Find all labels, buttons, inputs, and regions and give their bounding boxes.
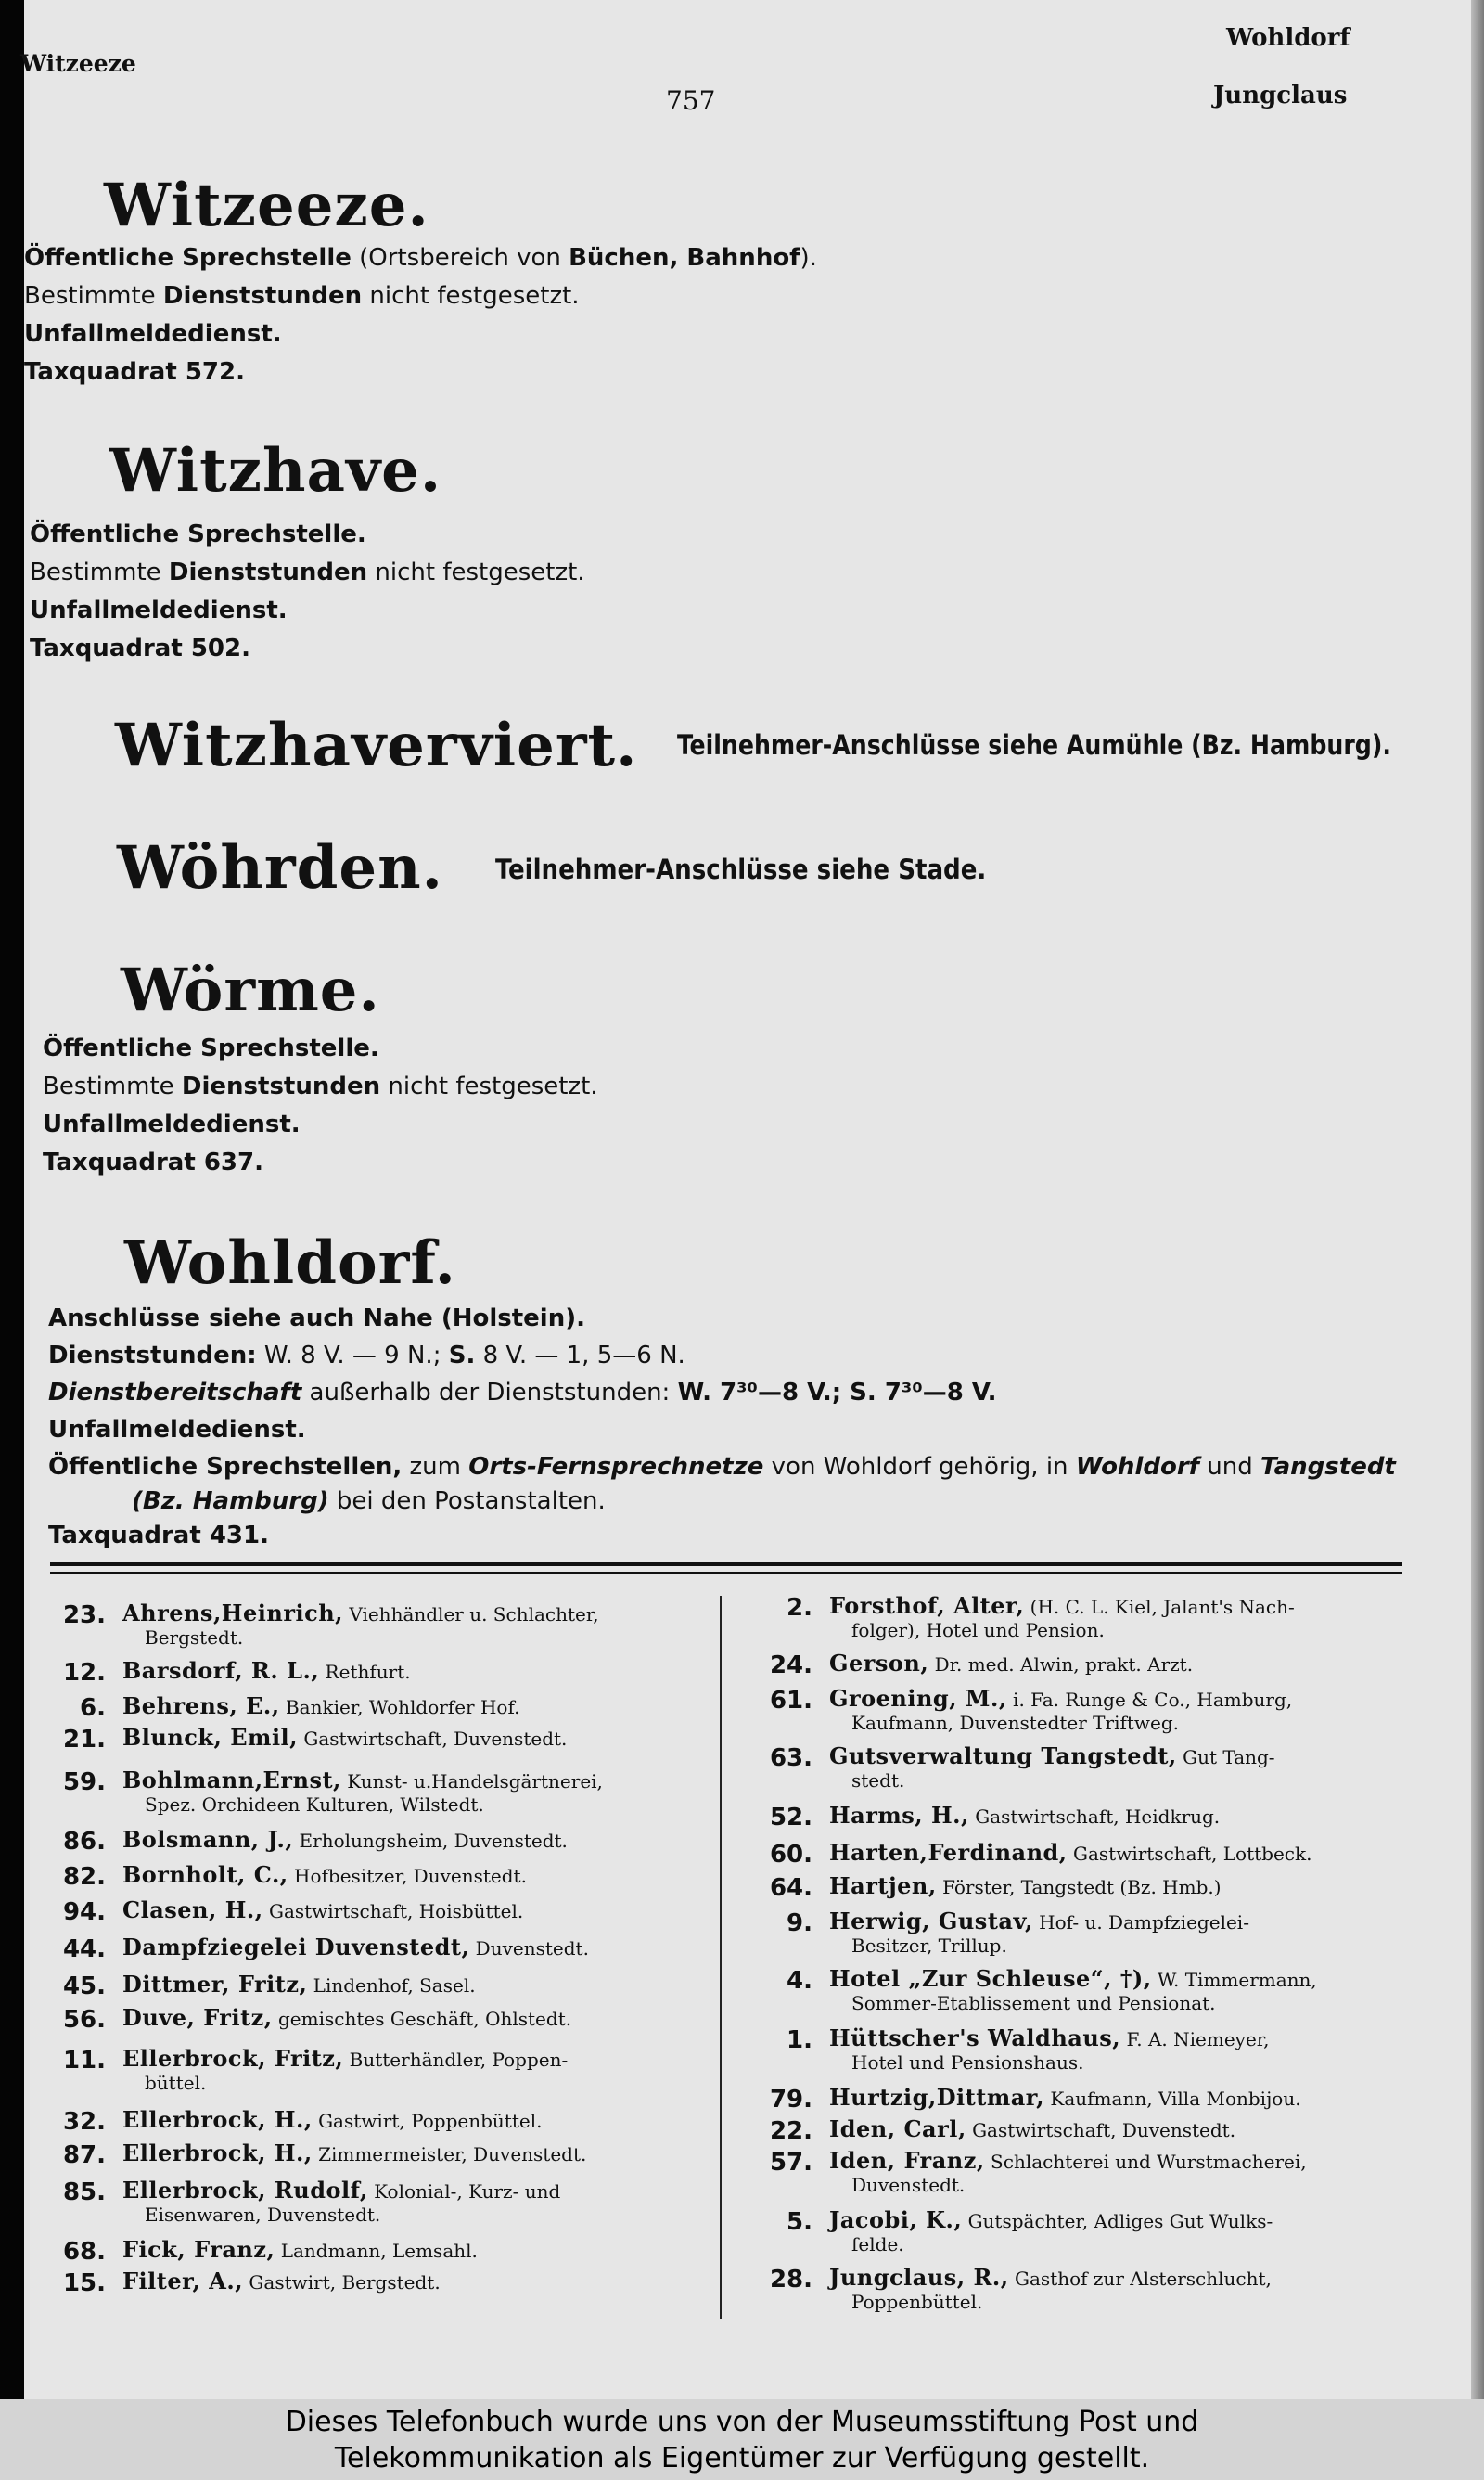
list-item bbox=[757, 1804, 1425, 1829]
entry-name: Jacobi, K., bbox=[829, 2206, 963, 2233]
entry-text bbox=[122, 2006, 699, 2031]
wohldorf-line2-b: W. 8 V. — 9 N.; bbox=[256, 1342, 449, 1369]
entry-text bbox=[122, 1935, 699, 1960]
wohldorf-line6-a: (Bz. Hamburg) bbox=[132, 1487, 329, 1515]
list-item bbox=[757, 2149, 1425, 2197]
entry-detail: Gastwirtschaft, Lottbeck. bbox=[1067, 1843, 1312, 1865]
entry-name: Dampfziegelei Duvenstedt, bbox=[122, 1934, 470, 1960]
list-item bbox=[757, 1839, 1425, 1869]
entry-text bbox=[122, 1768, 699, 1817]
section-body-witzeeze bbox=[24, 239, 817, 392]
entry-detail: Schlachterei und Wurstmacherei, bbox=[984, 2151, 1307, 2173]
entry-number: 86. bbox=[62, 1828, 106, 1856]
entry-name: Gerson, bbox=[829, 1650, 929, 1677]
entry-detail-continued: Duvenstedt. bbox=[851, 2174, 966, 2196]
entry-detail: Kaufmann, Villa Monbijou. bbox=[1044, 2088, 1301, 2110]
entry-number: 45. bbox=[62, 1972, 106, 2000]
entry-detail: Dr. med. Alwin, prakt. Arzt. bbox=[928, 1653, 1194, 1676]
woerme-line2-a: Bestimmte bbox=[43, 1073, 182, 1100]
entry-detail: Viehhändler u. Schlachter, bbox=[343, 1603, 599, 1625]
witzhaverviert-note: Teilnehmer-Anschlüsse siehe Aumühle (Bz. Hamburg). bbox=[677, 729, 1391, 761]
entry-text bbox=[122, 2238, 699, 2263]
list-item bbox=[757, 2208, 1425, 2256]
entry-number: 60. bbox=[769, 1841, 812, 1869]
list-item bbox=[50, 1861, 699, 1891]
entry-number: 87. bbox=[62, 2141, 106, 2169]
entry-text bbox=[829, 1687, 1425, 1735]
wohldorf-line5-g: Tangstedt bbox=[1260, 1453, 1396, 1481]
entry-detail-continued: folger), Hotel und Pension. bbox=[851, 1619, 1105, 1641]
entry-name: Bohlmann,Ernst, bbox=[122, 1767, 341, 1793]
entry-detail: Kunst- u.Handelsgärtnerei, bbox=[340, 1770, 603, 1793]
entry-name: Duve, Fritz, bbox=[122, 2004, 273, 2031]
entry-number: 56. bbox=[62, 2006, 106, 2034]
entry-name: Hotel „Zur Schleuse“, †), bbox=[829, 1965, 1152, 1992]
wohldorf-line1: Anschlüsse siehe auch Nahe (Holstein). bbox=[48, 1304, 585, 1332]
entry-detail: Hofbesitzer, Duvenstedt. bbox=[288, 1865, 527, 1887]
book-spine-shadow bbox=[0, 0, 24, 2399]
entry-detail: Gasthof zur Alsterschlucht, bbox=[1008, 2268, 1272, 2290]
entry-text bbox=[829, 2117, 1425, 2142]
entry-name: Forsthof, Alter, bbox=[829, 1592, 1025, 1619]
wohldorf-line3-b: außerhalb der Dienststunden: bbox=[301, 1379, 678, 1407]
entry-text bbox=[122, 2108, 699, 2133]
entry-name: Dittmer, Fritz, bbox=[122, 1971, 308, 1998]
entry-number: 32. bbox=[62, 2108, 106, 2136]
entry-detail: gemischtes Geschäft, Ohlstedt. bbox=[272, 2008, 572, 2030]
entry-name: Iden, Franz, bbox=[829, 2147, 985, 2174]
entry-detail-continued: stedt. bbox=[851, 1769, 905, 1792]
entry-name: Herwig, Gustav, bbox=[829, 1908, 1033, 1934]
witzeeze-line1-b: (Ortsbereich von bbox=[351, 244, 569, 272]
entry-detail-continued: Kaufmann, Duvenstedter Triftweg. bbox=[851, 1712, 1180, 1734]
footer-line-2: Telekommunikation als Eigentümer zur Verfügung gestellt. bbox=[334, 2442, 1150, 2474]
list-item bbox=[50, 1972, 699, 1998]
list-item bbox=[757, 2266, 1425, 2314]
section-title-witzhave: Witzhave. bbox=[109, 436, 442, 506]
entry-number: 94. bbox=[62, 1898, 106, 1926]
wohldorf-line2-d: 8 V. — 1, 5—6 N. bbox=[475, 1342, 685, 1369]
entry-detail: Kolonial-, Kurz- und bbox=[367, 2180, 561, 2203]
entry-name: Ellerbrock, H., bbox=[122, 2139, 313, 2166]
entry-detail: Förster, Tangstedt (Bz. Hmb.) bbox=[936, 1876, 1222, 1898]
woerme-line3: Unfallmeldedienst. bbox=[43, 1111, 301, 1138]
woerme-line4: Taxquadrat 637. bbox=[43, 1149, 263, 1176]
entry-name: Iden, Carl, bbox=[829, 2115, 966, 2142]
entry-text bbox=[829, 2208, 1425, 2256]
entry-number: 2. bbox=[787, 1594, 812, 1622]
entry-name: Ahrens,Heinrich, bbox=[122, 1600, 343, 1626]
entry-detail: Rethfurt. bbox=[319, 1661, 411, 1683]
list-item bbox=[757, 1909, 1425, 1958]
entry-number: 4. bbox=[787, 1967, 812, 1995]
wohldorf-line3-c: W. 7³⁰—8 V.; S. 7³⁰—8 V. bbox=[677, 1379, 997, 1407]
section-body-witzhave bbox=[30, 516, 585, 668]
entry-detail: Gastwirtschaft, Duvenstedt. bbox=[966, 2119, 1236, 2141]
double-rule-bottom bbox=[50, 1572, 1402, 1574]
entry-number: 57. bbox=[769, 2149, 812, 2177]
entry-detail: Landmann, Lemsahl. bbox=[275, 2240, 478, 2262]
list-item bbox=[757, 2026, 1425, 2075]
entry-detail: Gastwirt, Bergstedt. bbox=[243, 2271, 441, 2294]
entry-number: 21. bbox=[62, 1726, 106, 1754]
section-body-woerme bbox=[43, 1030, 598, 1182]
witzhave-line2-c: nicht festgesetzt. bbox=[367, 559, 585, 586]
entry-text bbox=[829, 1594, 1425, 1642]
entry-number: 63. bbox=[769, 1744, 812, 1772]
entry-text bbox=[829, 1651, 1425, 1677]
wohldorf-line5-a: Öffentliche Sprechstellen, bbox=[48, 1453, 403, 1481]
entry-name: Bolsmann, J., bbox=[122, 1826, 294, 1853]
list-item bbox=[50, 2236, 699, 2266]
entry-detail: Gastwirtschaft, Duvenstedt. bbox=[298, 1728, 568, 1750]
wohldorf-line2-c: S. bbox=[448, 1342, 476, 1369]
entry-detail-continued: Poppenbüttel. bbox=[851, 2291, 983, 2313]
entry-detail: Gutspächter, Adliges Gut Wulks- bbox=[962, 2210, 1273, 2232]
entry-number: 9. bbox=[787, 1909, 812, 1937]
footer-notice bbox=[0, 2399, 1484, 2480]
entry-detail: Lindenhof, Sasel. bbox=[307, 1974, 476, 1997]
entry-number: 64. bbox=[769, 1874, 812, 1902]
entry-text bbox=[122, 1694, 699, 1719]
entry-detail-continued: felde. bbox=[851, 2233, 904, 2255]
entry-text bbox=[122, 1972, 699, 1998]
entry-name: Bornholt, C., bbox=[122, 1861, 288, 1888]
entry-detail-continued: Eisenwaren, Duvenstedt. bbox=[145, 2204, 381, 2226]
woerme-line1: Öffentliche Sprechstelle. bbox=[43, 1034, 379, 1062]
entry-number: 85. bbox=[62, 2178, 106, 2206]
entry-name: Hartjen, bbox=[829, 1872, 937, 1899]
entry-text bbox=[829, 1874, 1425, 1899]
entry-number: 59. bbox=[62, 1768, 106, 1796]
witzhave-line4: Taxquadrat 502. bbox=[30, 635, 250, 662]
section-title-wohldorf: Wohldorf. bbox=[124, 1228, 456, 1298]
entry-detail: Gut Tang- bbox=[1176, 1746, 1275, 1768]
page-number: 757 bbox=[666, 85, 716, 116]
witzeeze-line1-a: Öffentliche Sprechstelle bbox=[24, 244, 352, 272]
entry-detail: Erholungsheim, Duvenstedt. bbox=[293, 1830, 568, 1852]
list-item bbox=[50, 1934, 699, 1963]
entry-name: Clasen, H., bbox=[122, 1896, 263, 1923]
witzhave-line2-a: Bestimmte bbox=[30, 559, 169, 586]
header-right-bottom: Jungclaus bbox=[1213, 82, 1348, 109]
list-item bbox=[50, 1601, 699, 1650]
wohldorf-line5-e: Wohldorf bbox=[1075, 1453, 1199, 1481]
entry-name: Barsdorf, R. L., bbox=[122, 1657, 320, 1684]
entry-text bbox=[122, 2141, 699, 2166]
list-item bbox=[50, 1826, 699, 1856]
entry-detail-continued: Spez. Orchideen Kulturen, Wilstedt. bbox=[145, 1793, 484, 1816]
entry-detail: Zimmermeister, Duvenstedt. bbox=[312, 2143, 587, 2165]
entry-detail: (H. C. L. Kiel, Jalant's Nach- bbox=[1024, 1596, 1295, 1618]
entry-name: Hüttscher's Waldhaus, bbox=[829, 2024, 1121, 2051]
entry-number: 12. bbox=[62, 1659, 106, 1687]
entry-text bbox=[829, 1841, 1425, 1866]
entry-number: 5. bbox=[787, 2208, 812, 2236]
wohldorf-line3-a: Dienstbereitschaft bbox=[48, 1379, 302, 1407]
entry-text bbox=[122, 1601, 699, 1650]
witzeeze-line2-a: Bestimmte bbox=[24, 282, 163, 310]
entry-detail-continued: Besitzer, Trillup. bbox=[851, 1934, 1007, 1957]
entry-detail-continued: Hotel und Pensionshaus. bbox=[851, 2051, 1084, 2074]
entry-name: Jungclaus, R., bbox=[829, 2264, 1009, 2291]
entry-number: 61. bbox=[769, 1687, 812, 1715]
entry-detail: Gastwirtschaft, Heidkrug. bbox=[968, 1805, 1221, 1828]
entry-text bbox=[829, 1744, 1425, 1793]
woerme-line2-b: Dienststunden bbox=[181, 1073, 381, 1100]
witzeeze-line4: Taxquadrat 572. bbox=[24, 358, 245, 386]
witzhave-line3: Unfallmeldedienst. bbox=[30, 597, 288, 624]
entry-detail: Duvenstedt. bbox=[469, 1937, 589, 1960]
entry-detail-continued: büttel. bbox=[145, 2072, 207, 2094]
entry-text bbox=[122, 1898, 699, 1923]
entry-text bbox=[122, 2047, 699, 2095]
entry-name: Ellerbrock, H., bbox=[122, 2106, 313, 2133]
wohldorf-line6-b: bei den Postanstalten. bbox=[328, 1487, 606, 1515]
entry-number: 24. bbox=[769, 1651, 812, 1679]
entry-detail: i. Fa. Runge & Co., Hamburg, bbox=[1006, 1689, 1293, 1711]
section-body-wohldorf bbox=[48, 1300, 1396, 1554]
entry-text bbox=[829, 1804, 1425, 1829]
entry-number: 68. bbox=[62, 2238, 106, 2266]
entry-text bbox=[829, 2026, 1425, 2075]
entry-text bbox=[122, 1726, 699, 1751]
wohldorf-line7: Taxquadrat 431. bbox=[48, 1522, 269, 1549]
section-title-witzhaverviert: Witzhaverviert. bbox=[115, 711, 638, 780]
witzhave-line2-b: Dienststunden bbox=[168, 559, 368, 586]
column-divider bbox=[720, 1596, 722, 2319]
entry-number: 11. bbox=[62, 2047, 106, 2075]
witzeeze-line1-c: Büchen, Bahnhof bbox=[569, 244, 800, 272]
page-edge-shadow bbox=[1471, 0, 1484, 2399]
entry-number: 44. bbox=[62, 1935, 106, 1963]
header-right-top: Wohldorf bbox=[1226, 24, 1350, 52]
entry-number: 6. bbox=[80, 1694, 106, 1722]
list-item bbox=[50, 2047, 699, 2095]
section-title-witzeeze: Witzeeze. bbox=[104, 171, 429, 240]
entry-number: 1. bbox=[787, 2026, 812, 2054]
list-item bbox=[50, 2178, 699, 2227]
entry-name: Gutsverwaltung Tangstedt, bbox=[829, 1742, 1177, 1769]
list-item bbox=[50, 1724, 699, 1754]
entry-text bbox=[122, 1863, 699, 1888]
list-item bbox=[757, 1967, 1425, 2015]
wohldorf-line5-b: zum bbox=[402, 1453, 469, 1481]
witzeeze-line3: Unfallmeldedienst. bbox=[24, 320, 282, 348]
woehrden-note: Teilnehmer-Anschlüsse siehe Stade. bbox=[495, 854, 987, 885]
list-item bbox=[50, 2106, 699, 2136]
witzhave-line1: Öffentliche Sprechstelle. bbox=[30, 520, 366, 548]
section-title-woerme: Wörme. bbox=[121, 956, 380, 1025]
entry-name: Ellerbrock, Rudolf, bbox=[122, 2177, 368, 2204]
entry-number: 15. bbox=[62, 2269, 106, 2297]
list-item bbox=[50, 2004, 699, 2034]
witzeeze-line2-b: Dienststunden bbox=[162, 282, 363, 310]
entry-text bbox=[829, 2266, 1425, 2314]
list-item bbox=[757, 2084, 1425, 2114]
entry-number: 23. bbox=[62, 1601, 106, 1629]
entry-number: 82. bbox=[62, 1863, 106, 1891]
list-item bbox=[50, 1896, 699, 1926]
entry-name: Filter, A., bbox=[122, 2268, 244, 2294]
list-item bbox=[757, 1872, 1425, 1902]
entry-text bbox=[122, 1828, 699, 1853]
entry-number: 22. bbox=[769, 2117, 812, 2145]
entry-name: Harms, H., bbox=[829, 1802, 969, 1829]
entry-detail-continued: Sommer-Etablissement und Pensionat. bbox=[851, 1992, 1216, 2014]
entry-name: Behrens, E., bbox=[122, 1692, 280, 1719]
entry-name: Ellerbrock, Fritz, bbox=[122, 2045, 344, 2072]
entry-text bbox=[829, 2086, 1425, 2111]
list-item bbox=[50, 2268, 699, 2297]
entry-detail-continued: Bergstedt. bbox=[145, 1626, 244, 1649]
entry-text bbox=[122, 2178, 699, 2227]
wohldorf-line5-d: von Wohldorf gehörig, in bbox=[763, 1453, 1076, 1481]
entry-number: 52. bbox=[769, 1804, 812, 1831]
entry-name: Blunck, Emil, bbox=[122, 1724, 299, 1751]
woerme-line2-c: nicht festgesetzt. bbox=[380, 1073, 598, 1100]
list-item bbox=[50, 1657, 699, 1687]
witzeeze-line1-d: ). bbox=[800, 244, 817, 272]
wohldorf-line4: Unfallmeldedienst. bbox=[48, 1416, 306, 1444]
entry-text bbox=[122, 1659, 699, 1684]
entry-number: 79. bbox=[769, 2086, 812, 2114]
list-item bbox=[757, 1651, 1425, 1677]
wohldorf-line2-a: Dienststunden: bbox=[48, 1342, 257, 1369]
section-title-woehrden: Wöhrden. bbox=[117, 833, 443, 903]
double-rule-top bbox=[50, 1562, 1402, 1566]
entry-number: 28. bbox=[769, 2266, 812, 2294]
entry-name: Hurtzig,Dittmar, bbox=[829, 2084, 1045, 2111]
list-item bbox=[757, 1744, 1425, 1793]
footer-line-1: Dieses Telefonbuch wurde uns von der Museumsstiftung Post und bbox=[285, 2406, 1199, 2438]
entry-detail: Gastwirt, Poppenbüttel. bbox=[312, 2110, 543, 2132]
list-item bbox=[50, 1768, 699, 1817]
entry-text bbox=[122, 2269, 699, 2294]
entry-text bbox=[829, 2149, 1425, 2197]
entry-text bbox=[829, 1909, 1425, 1958]
header-left-keyword: Witzeeze bbox=[20, 50, 136, 77]
entry-detail: W. Timmermann, bbox=[1151, 1969, 1317, 1991]
entry-detail: Butterhändler, Poppen- bbox=[343, 2049, 569, 2071]
wohldorf-line5-c: Orts-Fernsprechnetze bbox=[468, 1453, 764, 1481]
entry-detail: Hof- u. Dampfziegelei- bbox=[1032, 1911, 1249, 1934]
wohldorf-line5-f: und bbox=[1198, 1453, 1260, 1481]
entry-name: Groening, M., bbox=[829, 1685, 1007, 1712]
entry-name: Harten,Ferdinand, bbox=[829, 1839, 1068, 1866]
list-item bbox=[50, 1692, 699, 1722]
list-item bbox=[757, 1687, 1425, 1735]
list-item bbox=[757, 2115, 1425, 2145]
witzeeze-line2-c: nicht festgesetzt. bbox=[362, 282, 580, 310]
entry-detail: F. A. Niemeyer, bbox=[1120, 2028, 1270, 2050]
list-item bbox=[50, 2139, 699, 2169]
entry-name: Fick, Franz, bbox=[122, 2236, 275, 2263]
entry-text bbox=[829, 1967, 1425, 2015]
entry-detail: Gastwirtschaft, Hoisbüttel. bbox=[262, 1900, 524, 1922]
list-item bbox=[757, 1594, 1425, 1642]
entry-detail: Bankier, Wohldorfer Hof. bbox=[279, 1696, 520, 1718]
